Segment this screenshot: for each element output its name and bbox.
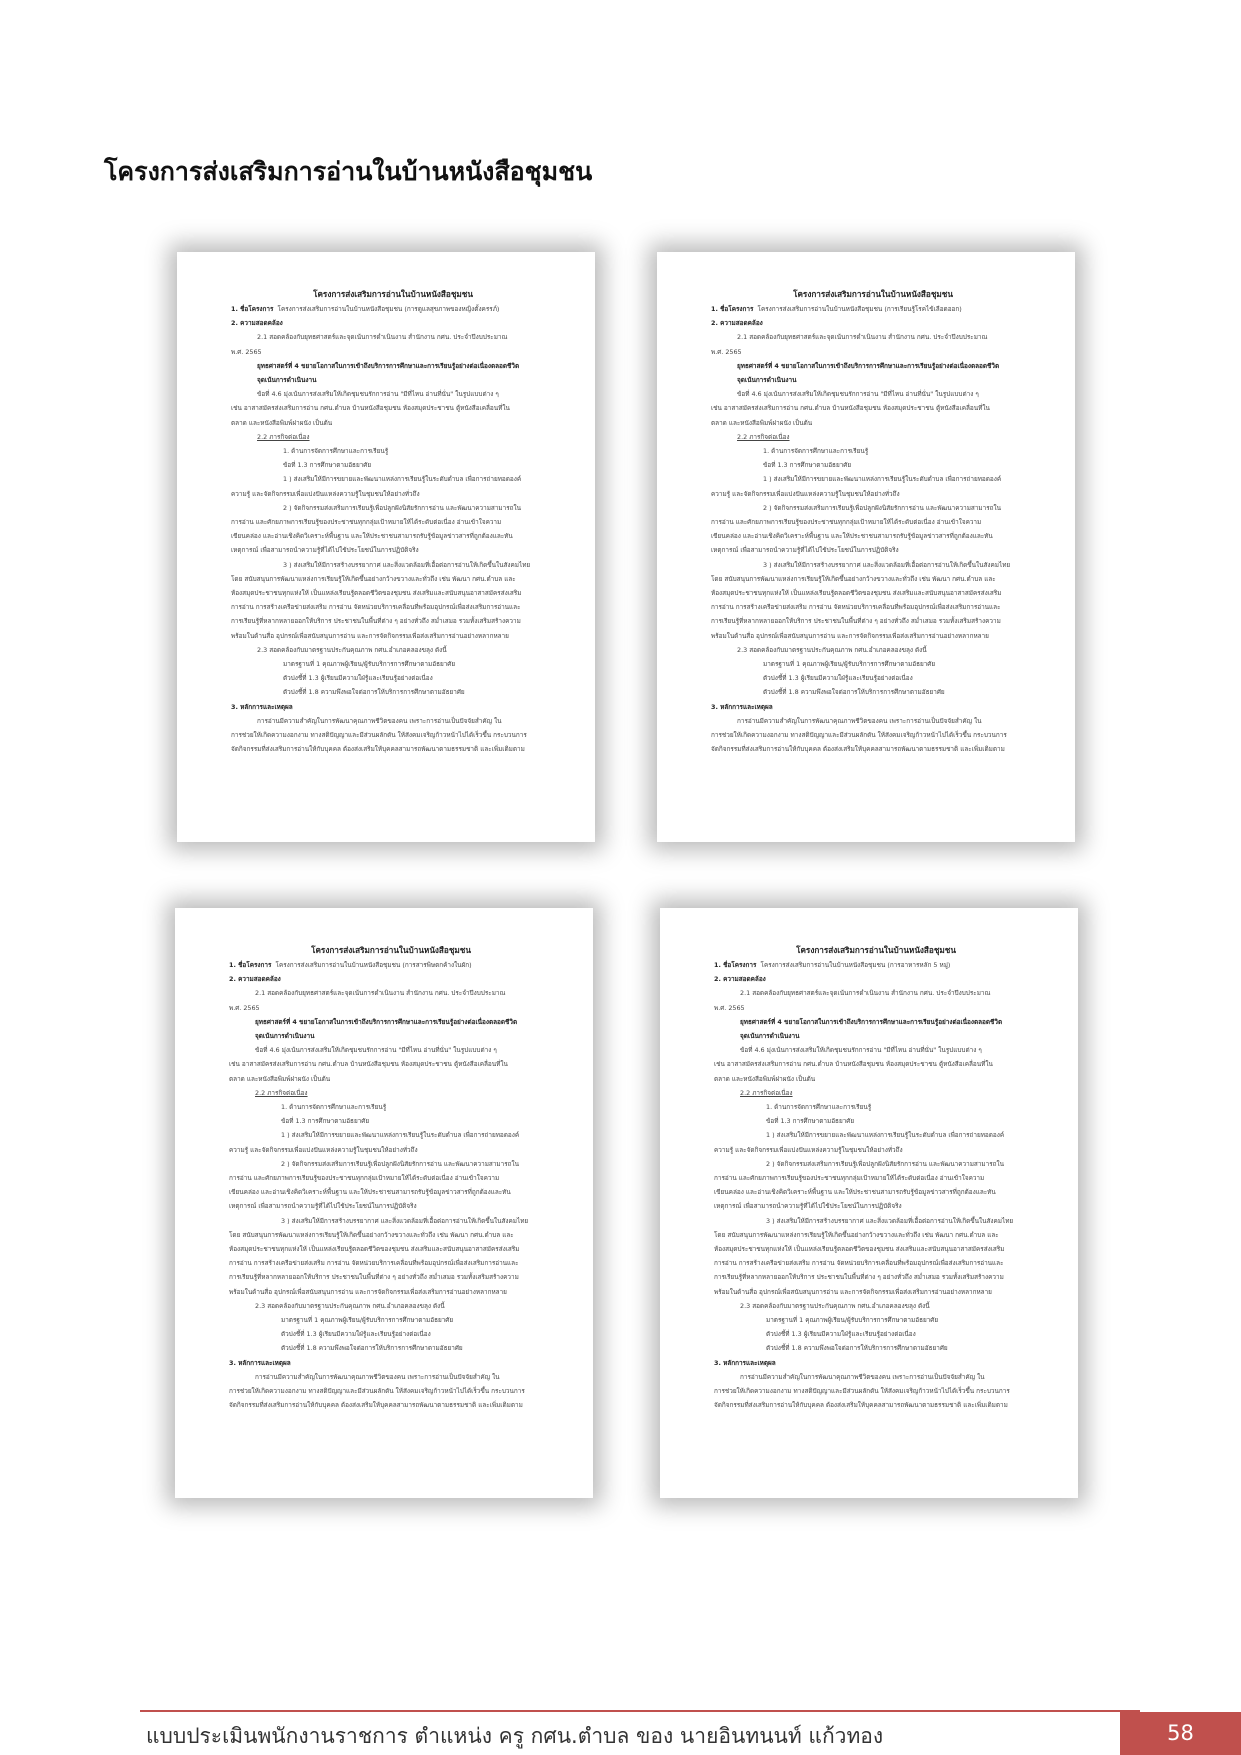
doc-text-line: ข้อที่ 4.6 มุ่งเน้นการส่งเสริมให้เกิดชุมชนรักการอ่าน "มีที่ไหน อ่านที่นั่น" ในรูปแบบต่าง ๆ	[740, 1046, 982, 1055]
doc-text-line: เช่น อาสาสมัครส่งเสริมการอ่าน กศน.ตำบล บ้านหนังสือชุมชน ห้องสมุดประชาชน ตู้หนังสือเคลื่อนที่ใน	[714, 1060, 993, 1069]
doc-text-line: ห้องสมุดประชาชนทุกแห่งให้ เป็นแหล่งเรียนรู้ตลอดชีวิตของชุมชน ส่งเสริมและสนับสนุนอาสาสมัครส่งเสริม	[229, 1245, 520, 1254]
doc-text-line: 2 ) จัดกิจกรรมส่งเสริมการเรียนรู้เพื่อปลูกฝังนิสัยรักการอ่าน และพัฒนาความสามารถใน	[283, 503, 522, 512]
doc-title: โครงการส่งเสริมการอ่านในบ้านหนังสือชุมชน	[793, 289, 953, 299]
doc-section-label: 1. ชื่อโครงการ	[231, 305, 274, 313]
doc-text-line: มาตรฐานที่ 1 คุณภาพผู้เรียน/ผู้รับบริการการศึกษาตามอัธยาศัย	[763, 660, 936, 669]
doc-text-line: 2.3 สอดคล้องกับมาตรฐานประกันคุณภาพ กศน.อำเภอคลองขลุง ดังนี้	[255, 1301, 445, 1310]
doc-text-line: ยุทธศาสตร์ที่ 4 ขยายโอกาสในการเข้าถึงบริการการศึกษาและการเรียนรู้อย่างต่อเนื่องตลอดชีวิต	[257, 361, 520, 370]
doc-text-line: ตัวบ่งชี้ที่ 1.8 ความพึงพอใจต่อการให้บริการการศึกษาตามอัธยาศัย	[281, 1344, 463, 1353]
doc-text-line: 1. ด้านการจัดการศึกษาและการเรียนรู้	[281, 1103, 387, 1112]
doc-text-line: โดย สนับสนุนการพัฒนาแหล่งการเรียนรู้ให้เกิดขึ้นอย่างกว้างขวางและทั่วถึง เช่น พัฒนา กศน.ตำบล และ	[229, 1230, 514, 1239]
doc-text-line: ตลาด และหนังสือพิมพ์ฝาผนัง เป็นต้น	[229, 1074, 331, 1083]
doc-text-line: 1 ) ส่งเสริมให้มีการขยายและพัฒนาแหล่งการเรียนรู้ในระดับตำบล เพื่อการถ่ายทอดองค์	[281, 1131, 520, 1140]
doc-text-line: ห้องสมุดประชาชนทุกแห่งให้ เป็นแหล่งเรียนรู้ตลอดชีวิตของชุมชน ส่งเสริมและสนับสนุนอาสาสมัครส่งเสริม	[714, 1245, 1005, 1254]
doc-text-line: 2 ) จัดกิจกรรมส่งเสริมการเรียนรู้เพื่อปลูกฝังนิสัยรักการอ่าน และพัฒนาความสามารถใน	[281, 1159, 520, 1168]
doc-title: โครงการส่งเสริมการอ่านในบ้านหนังสือชุมชน	[311, 945, 471, 955]
doc-text-line: 2.1 สอดคล้องกับยุทธศาสตร์และจุดเน้นการดำเนินงาน สำนักงาน กศน. ประจำปีงบประมาณ	[737, 333, 988, 342]
doc-text-line: 2.3 สอดคล้องกับมาตรฐานประกันคุณภาพ กศน.อำเภอคลองขลุง ดังนี้	[740, 1301, 930, 1310]
doc-text-line: 2. ความสอดคล้อง	[231, 319, 283, 328]
doc-text-line: 3 ) ส่งเสริมให้มีการสร้างบรรยากาศ และสิ่งแวดล้อมที่เอื้อต่อการอ่านให้เกิดขึ้นในสังคมไทย	[283, 560, 531, 569]
doc-text-line: 3. หลักการและเหตุผล	[229, 1358, 291, 1367]
doc-text-line: การเรียนรู้ที่หลากหลายออกให้บริการ ประชาชนในพื้นที่ต่าง ๆ อย่างทั่วถึง สม่ำเสมอ รวมทั้งเสริมสร้างความ	[229, 1273, 519, 1282]
footer-text: แบบประเมินพนักงานราชการ ตำแหน่ง ครู กศน.ตำบล ของ นายอินทนนท์ แก้วทอง	[146, 1724, 884, 1748]
doc-text-line: 1 ) ส่งเสริมให้มีการขยายและพัฒนาแหล่งการเรียนรู้ในระดับตำบล เพื่อการถ่ายทอดองค์	[283, 475, 522, 484]
doc-text-line: ความรู้ และจัดกิจกรรมเพื่อแบ่งปันแหล่งความรู้ในชุมชนให้อย่างทั่วถึง	[231, 489, 420, 498]
document-thumbnail	[175, 908, 593, 1498]
doc-text-line: 2.1 สอดคล้องกับยุทธศาสตร์และจุดเน้นการดำเนินงาน สำนักงาน กศน. ประจำปีงบประมาณ	[740, 989, 991, 998]
document-thumbnail	[660, 908, 1078, 1498]
doc-text-line: พ.ศ. 2565	[714, 1003, 745, 1012]
doc-text-line: การช่วยให้เกิดความงอกงาม ทางสติปัญญาและมีส่วนผลักดัน ให้สังคมเจริญก้าวหน้าไปได้เร็วขึ้น กระบวนการ	[711, 731, 1007, 740]
doc-text-line: ข้อที่ 4.6 มุ่งเน้นการส่งเสริมให้เกิดชุมชนรักการอ่าน "มีที่ไหน อ่านที่นั่น" ในรูปแบบต่าง ๆ	[255, 1046, 497, 1055]
doc-text-line: มาตรฐานที่ 1 คุณภาพผู้เรียน/ผู้รับบริการการศึกษาตามอัธยาศัย	[281, 1316, 454, 1325]
doc-text-line: 2.3 สอดคล้องกับมาตรฐานประกันคุณภาพ กศน.อำเภอคลองขลุง ดังนี้	[257, 645, 447, 654]
doc-text-line: เขียนคล่อง และอ่านเชิงคิดวิเคราะห์พื้นฐาน และให้ประชาชนสามารถรับรู้ข้อมูลข่าวสารที่ถูกต้องและทัน	[231, 532, 513, 541]
doc-project-line	[231, 302, 555, 316]
doc-text-line: การอ่านมีความสำคัญในการพัฒนาคุณภาพชีวิตของคน เพราะการอ่านเป็นปัจจัยสำคัญ ใน	[257, 716, 502, 725]
doc-text-line: พ.ศ. 2565	[231, 347, 262, 356]
doc-project-name: โครงการส่งเสริมการอ่านในบ้านหนังสือชุมชน (การดูแลสุขภาพของหญิงตั้งครรภ์)	[277, 305, 500, 313]
doc-text-line: การช่วยให้เกิดความงอกงาม ทางสติปัญญาและมีส่วนผลักดัน ให้สังคมเจริญก้าวหน้าไปได้เร็วขึ้น กระบวนการ	[714, 1387, 1010, 1396]
doc-project-name: โครงการส่งเสริมการอ่านในบ้านหนังสือชุมชน (การอาหารหลัก 5 หมู่)	[760, 961, 951, 969]
doc-text-line: การอ่านมีความสำคัญในการพัฒนาคุณภาพชีวิตของคน เพราะการอ่านเป็นปัจจัยสำคัญ ใน	[255, 1372, 500, 1381]
doc-text-line: พ.ศ. 2565	[711, 347, 742, 356]
doc-text-line: การอ่าน และศักยภาพการเรียนรู้ของประชาชนทุกกลุ่มเป้าหมายให้ได้ระดับต่อเนื่อง อ่านเข้าใจความ	[229, 1174, 500, 1183]
doc-text-line: 2 ) จัดกิจกรรมส่งเสริมการเรียนรู้เพื่อปลูกฝังนิสัยรักการอ่าน และพัฒนาความสามารถใน	[763, 503, 1002, 512]
doc-text-line: ยุทธศาสตร์ที่ 4 ขยายโอกาสในการเข้าถึงบริการการศึกษาและการเรียนรู้อย่างต่อเนื่องตลอดชีวิต	[737, 361, 1000, 370]
doc-section-label: 1. ชื่อโครงการ	[714, 961, 757, 969]
doc-text-line: เหตุการณ์ เพื่อสามารถนำความรู้ที่ได้ไปใช้ประโยชน์ในการปฏิบัติจริง	[229, 1202, 417, 1211]
doc-section-label: 1. ชื่อโครงการ	[229, 961, 272, 969]
document-thumbnail	[177, 252, 595, 842]
doc-text-line: จุดเน้นการดำเนินงาน	[740, 1032, 800, 1041]
document-thumbnail	[657, 252, 1075, 842]
doc-text-line: เหตุการณ์ เพื่อสามารถนำความรู้ที่ได้ไปใช้ประโยชน์ในการปฏิบัติจริง	[714, 1202, 902, 1211]
doc-text-line: ห้องสมุดประชาชนทุกแห่งให้ เป็นแหล่งเรียนรู้ตลอดชีวิตของชุมชน ส่งเสริมและสนับสนุนอาสาสมัครส่งเสริม	[711, 589, 1002, 598]
doc-text-line: ตัวบ่งชี้ที่ 1.8 ความพึงพอใจต่อการให้บริการการศึกษาตามอัธยาศัย	[283, 688, 465, 697]
doc-text-line: พร้อมในด้านสื่อ อุปกรณ์เพื่อสนับสนุนการอ่าน และการจัดกิจกรรมเพื่อส่งเสริมการอ่านอย่างหลากหลาย	[229, 1287, 507, 1296]
doc-text-line: พร้อมในด้านสื่อ อุปกรณ์เพื่อสนับสนุนการอ่าน และการจัดกิจกรรมเพื่อส่งเสริมการอ่านอย่างหลากหลาย	[711, 631, 989, 640]
doc-text-line: ข้อที่ 1.3 การศึกษาตามอัธยาศัย	[763, 461, 852, 470]
doc-text-line: ตัวบ่งชี้ที่ 1.3 ผู้เรียนมีความใฝ่รู้และเรียนรู้อย่างต่อเนื่อง	[766, 1330, 916, 1339]
doc-text-line: เหตุการณ์ เพื่อสามารถนำความรู้ที่ได้ไปใช้ประโยชน์ในการปฏิบัติจริง	[711, 546, 899, 555]
doc-text-line: 3. หลักการและเหตุผล	[711, 702, 773, 711]
doc-text-line: พร้อมในด้านสื่อ อุปกรณ์เพื่อสนับสนุนการอ่าน และการจัดกิจกรรมเพื่อส่งเสริมการอ่านอย่างหลากหลาย	[231, 631, 509, 640]
doc-text-line: จัดกิจกรรมที่ส่งเสริมการอ่านให้กับบุคคล ต้องส่งเสริมให้บุคคลสามารถพัฒนาตามธรรมชาติ และเพิ่มเติมตาม	[711, 745, 1005, 754]
doc-project-line	[711, 302, 1035, 316]
doc-text-line: การอ่านมีความสำคัญในการพัฒนาคุณภาพชีวิตของคน เพราะการอ่านเป็นปัจจัยสำคัญ ใน	[740, 1372, 985, 1381]
doc-text-line: พ.ศ. 2565	[229, 1003, 260, 1012]
doc-text-line: ความรู้ และจัดกิจกรรมเพื่อแบ่งปันแหล่งความรู้ในชุมชนให้อย่างทั่วถึง	[714, 1145, 903, 1154]
doc-text-line: เขียนคล่อง และอ่านเชิงคิดวิเคราะห์พื้นฐาน และให้ประชาชนสามารถรับรู้ข้อมูลข่าวสารที่ถูกต้องและทัน	[714, 1188, 996, 1197]
doc-text-line: การเรียนรู้ที่หลากหลายออกให้บริการ ประชาชนในพื้นที่ต่าง ๆ อย่างทั่วถึง สม่ำเสมอ รวมทั้งเสริมสร้างความ	[711, 617, 1001, 626]
doc-text-line: ตลาด และหนังสือพิมพ์ฝาผนัง เป็นต้น	[231, 418, 333, 427]
doc-text-line: มาตรฐานที่ 1 คุณภาพผู้เรียน/ผู้รับบริการการศึกษาตามอัธยาศัย	[766, 1316, 939, 1325]
doc-text-line: 3 ) ส่งเสริมให้มีการสร้างบรรยากาศ และสิ่งแวดล้อมที่เอื้อต่อการอ่านให้เกิดขึ้นในสังคมไทย	[766, 1216, 1014, 1225]
doc-text-line: เช่น อาสาสมัครส่งเสริมการอ่าน กศน.ตำบล บ้านหนังสือชุมชน ห้องสมุดประชาชน ตู้หนังสือเคลื่อนที่ใน	[229, 1060, 508, 1069]
doc-text-line: การอ่าน การสร้างเครือข่ายส่งเสริม การอ่าน จัดหน่วยบริการเคลื่อนที่พร้อมอุปกรณ์เพื่อส่งเสริมการอ่านและ	[229, 1259, 519, 1268]
doc-text-line: การอ่าน และศักยภาพการเรียนรู้ของประชาชนทุกกลุ่มเป้าหมายให้ได้ระดับต่อเนื่อง อ่านเข้าใจความ	[711, 518, 982, 527]
doc-text-line: ตลาด และหนังสือพิมพ์ฝาผนัง เป็นต้น	[711, 418, 813, 427]
doc-text-line: 3 ) ส่งเสริมให้มีการสร้างบรรยากาศ และสิ่งแวดล้อมที่เอื้อต่อการอ่านให้เกิดขึ้นในสังคมไทย	[763, 560, 1011, 569]
doc-text-line: 3. หลักการและเหตุผล	[714, 1358, 776, 1367]
doc-title: โครงการส่งเสริมการอ่านในบ้านหนังสือชุมชน	[796, 945, 956, 955]
doc-text-line: ตัวบ่งชี้ที่ 1.3 ผู้เรียนมีความใฝ่รู้และเรียนรู้อย่างต่อเนื่อง	[281, 1330, 431, 1339]
doc-text-line: จัดกิจกรรมที่ส่งเสริมการอ่านให้กับบุคคล ต้องส่งเสริมให้บุคคลสามารถพัฒนาตามธรรมชาติ และเพิ่มเติมตาม	[231, 745, 525, 754]
doc-text-line: ตัวบ่งชี้ที่ 1.3 ผู้เรียนมีความใฝ่รู้และเรียนรู้อย่างต่อเนื่อง	[283, 674, 433, 683]
doc-text-line: การอ่าน การสร้างเครือข่ายส่งเสริม การอ่าน จัดหน่วยบริการเคลื่อนที่พร้อมอุปกรณ์เพื่อส่งเสริมการอ่านและ	[711, 603, 1001, 612]
doc-text-line: 1 ) ส่งเสริมให้มีการขยายและพัฒนาแหล่งการเรียนรู้ในระดับตำบล เพื่อการถ่ายทอดองค์	[763, 475, 1002, 484]
doc-text-line: 1. ด้านการจัดการศึกษาและการเรียนรู้	[766, 1103, 872, 1112]
doc-text-line: 1 ) ส่งเสริมให้มีการขยายและพัฒนาแหล่งการเรียนรู้ในระดับตำบล เพื่อการถ่ายทอดองค์	[766, 1131, 1005, 1140]
doc-text-line: จุดเน้นการดำเนินงาน	[255, 1032, 315, 1041]
doc-text-line: การช่วยให้เกิดความงอกงาม ทางสติปัญญาและมีส่วนผลักดัน ให้สังคมเจริญก้าวหน้าไปได้เร็วขึ้น กระบวนการ	[229, 1387, 525, 1396]
doc-text-line: ความรู้ และจัดกิจกรรมเพื่อแบ่งปันแหล่งความรู้ในชุมชนให้อย่างทั่วถึง	[711, 489, 900, 498]
doc-text-line: เช่น อาสาสมัครส่งเสริมการอ่าน กศน.ตำบล บ้านหนังสือชุมชน ห้องสมุดประชาชน ตู้หนังสือเคลื่อนที่ใน	[711, 404, 990, 413]
doc-text-line: โดย สนับสนุนการพัฒนาแหล่งการเรียนรู้ให้เกิดขึ้นอย่างกว้างขวางและทั่วถึง เช่น พัฒนา กศน.ตำบล และ	[714, 1230, 999, 1239]
doc-text-line: จัดกิจกรรมที่ส่งเสริมการอ่านให้กับบุคคล ต้องส่งเสริมให้บุคคลสามารถพัฒนาตามธรรมชาติ และเพิ่มเติมตาม	[229, 1401, 523, 1410]
doc-text-line: การช่วยให้เกิดความงอกงาม ทางสติปัญญาและมีส่วนผลักดัน ให้สังคมเจริญก้าวหน้าไปได้เร็วขึ้น กระบวนการ	[231, 731, 527, 740]
doc-text-line: จุดเน้นการดำเนินงาน	[737, 376, 797, 385]
doc-text-line: ความรู้ และจัดกิจกรรมเพื่อแบ่งปันแหล่งความรู้ในชุมชนให้อย่างทั่วถึง	[229, 1145, 418, 1154]
doc-text-line: 1. ด้านการจัดการศึกษาและการเรียนรู้	[283, 447, 389, 456]
doc-text-line: พร้อมในด้านสื่อ อุปกรณ์เพื่อสนับสนุนการอ่าน และการจัดกิจกรรมเพื่อส่งเสริมการอ่านอย่างหลากหลาย	[714, 1287, 992, 1296]
doc-text-line: ข้อที่ 1.3 การศึกษาตามอัธยาศัย	[766, 1117, 855, 1126]
footer-divider	[140, 1710, 1140, 1712]
page-title: โครงการส่งเสริมการอ่านในบ้านหนังสือชุมชน	[104, 157, 593, 186]
doc-text-line: การอ่าน การสร้างเครือข่ายส่งเสริม การอ่าน จัดหน่วยบริการเคลื่อนที่พร้อมอุปกรณ์เพื่อส่งเสริมการอ่านและ	[231, 603, 521, 612]
doc-text-line: การอ่าน และศักยภาพการเรียนรู้ของประชาชนทุกกลุ่มเป้าหมายให้ได้ระดับต่อเนื่อง อ่านเข้าใจความ	[231, 518, 502, 527]
doc-text-line: การเรียนรู้ที่หลากหลายออกให้บริการ ประชาชนในพื้นที่ต่าง ๆ อย่างทั่วถึง สม่ำเสมอ รวมทั้งเสริมสร้างความ	[714, 1273, 1004, 1282]
doc-text-line: การเรียนรู้ที่หลากหลายออกให้บริการ ประชาชนในพื้นที่ต่าง ๆ อย่างทั่วถึง สม่ำเสมอ รวมทั้งเสริมสร้างความ	[231, 617, 521, 626]
doc-section-label: 1. ชื่อโครงการ	[711, 305, 754, 313]
doc-text-line: เช่น อาสาสมัครส่งเสริมการอ่าน กศน.ตำบล บ้านหนังสือชุมชน ห้องสมุดประชาชน ตู้หนังสือเคลื่อนที่ใน	[231, 404, 510, 413]
doc-text-line: ตัวบ่งชี้ที่ 1.8 ความพึงพอใจต่อการให้บริการการศึกษาตามอัธยาศัย	[766, 1344, 948, 1353]
doc-text-line: 2.1 สอดคล้องกับยุทธศาสตร์และจุดเน้นการดำเนินงาน สำนักงาน กศน. ประจำปีงบประมาณ	[255, 989, 506, 998]
doc-text-line: 2.2 ภารกิจต่อเนื่อง	[740, 1088, 793, 1097]
doc-project-line	[714, 958, 1038, 972]
doc-text-line: ตัวบ่งชี้ที่ 1.3 ผู้เรียนมีความใฝ่รู้และเรียนรู้อย่างต่อเนื่อง	[763, 674, 913, 683]
doc-text-line: 2.2 ภารกิจต่อเนื่อง	[255, 1088, 308, 1097]
doc-text-line: 2 ) จัดกิจกรรมส่งเสริมการเรียนรู้เพื่อปลูกฝังนิสัยรักการอ่าน และพัฒนาความสามารถใน	[766, 1159, 1005, 1168]
doc-text-line: โดย สนับสนุนการพัฒนาแหล่งการเรียนรู้ให้เกิดขึ้นอย่างกว้างขวางและทั่วถึง เช่น พัฒนา กศน.ตำบล และ	[231, 574, 516, 583]
doc-text-line: มาตรฐานที่ 1 คุณภาพผู้เรียน/ผู้รับบริการการศึกษาตามอัธยาศัย	[283, 660, 456, 669]
doc-text-line: ยุทธศาสตร์ที่ 4 ขยายโอกาสในการเข้าถึงบริการการศึกษาและการเรียนรู้อย่างต่อเนื่องตลอดชีวิต	[740, 1017, 1003, 1026]
doc-text-line: ข้อที่ 1.3 การศึกษาตามอัธยาศัย	[283, 461, 372, 470]
page-number: 58	[1120, 1712, 1241, 1755]
doc-text-line: การอ่าน การสร้างเครือข่ายส่งเสริม การอ่าน จัดหน่วยบริการเคลื่อนที่พร้อมอุปกรณ์เพื่อส่งเสริมการอ่านและ	[714, 1259, 1004, 1268]
doc-project-name: โครงการส่งเสริมการอ่านในบ้านหนังสือชุมชน (การเรียนรู้โรคไข้เลือดออก)	[757, 305, 962, 313]
doc-text-line: ยุทธศาสตร์ที่ 4 ขยายโอกาสในการเข้าถึงบริการการศึกษาและการเรียนรู้อย่างต่อเนื่องตลอดชีวิต	[255, 1017, 518, 1026]
doc-text-line: 2.3 สอดคล้องกับมาตรฐานประกันคุณภาพ กศน.อำเภอคลองขลุง ดังนี้	[737, 645, 927, 654]
doc-text-line: 1. ด้านการจัดการศึกษาและการเรียนรู้	[763, 447, 869, 456]
doc-text-line: ตลาด และหนังสือพิมพ์ฝาผนัง เป็นต้น	[714, 1074, 816, 1083]
doc-text-line: เขียนคล่อง และอ่านเชิงคิดวิเคราะห์พื้นฐาน และให้ประชาชนสามารถรับรู้ข้อมูลข่าวสารที่ถูกต้องและทัน	[229, 1188, 511, 1197]
doc-project-name: โครงการส่งเสริมการอ่านในบ้านหนังสือชุมชน (การสารพิษตกค้างในผัก)	[275, 961, 472, 969]
doc-text-line: ห้องสมุดประชาชนทุกแห่งให้ เป็นแหล่งเรียนรู้ตลอดชีวิตของชุมชน ส่งเสริมและสนับสนุนอาสาสมัครส่งเสริม	[231, 589, 522, 598]
doc-text-line: โดย สนับสนุนการพัฒนาแหล่งการเรียนรู้ให้เกิดขึ้นอย่างกว้างขวางและทั่วถึง เช่น พัฒนา กศน.ตำบล และ	[711, 574, 996, 583]
doc-text-line: เขียนคล่อง และอ่านเชิงคิดวิเคราะห์พื้นฐาน และให้ประชาชนสามารถรับรู้ข้อมูลข่าวสารที่ถูกต้องและทัน	[711, 532, 993, 541]
doc-text-line: 2.2 ภารกิจต่อเนื่อง	[257, 432, 310, 441]
doc-text-line: การอ่านมีความสำคัญในการพัฒนาคุณภาพชีวิตของคน เพราะการอ่านเป็นปัจจัยสำคัญ ใน	[737, 716, 982, 725]
doc-text-line: จัดกิจกรรมที่ส่งเสริมการอ่านให้กับบุคคล ต้องส่งเสริมให้บุคคลสามารถพัฒนาตามธรรมชาติ และเพิ่มเติมตาม	[714, 1401, 1008, 1410]
doc-text-line: จุดเน้นการดำเนินงาน	[257, 376, 317, 385]
doc-text-line: 2.2 ภารกิจต่อเนื่อง	[737, 432, 790, 441]
doc-text-line: ข้อที่ 1.3 การศึกษาตามอัธยาศัย	[281, 1117, 370, 1126]
doc-text-line: 3. หลักการและเหตุผล	[231, 702, 293, 711]
doc-text-line: 2. ความสอดคล้อง	[229, 975, 281, 984]
doc-text-line: เหตุการณ์ เพื่อสามารถนำความรู้ที่ได้ไปใช้ประโยชน์ในการปฏิบัติจริง	[231, 546, 419, 555]
doc-text-line: การอ่าน และศักยภาพการเรียนรู้ของประชาชนทุกกลุ่มเป้าหมายให้ได้ระดับต่อเนื่อง อ่านเข้าใจความ	[714, 1174, 985, 1183]
doc-text-line: 3 ) ส่งเสริมให้มีการสร้างบรรยากาศ และสิ่งแวดล้อมที่เอื้อต่อการอ่านให้เกิดขึ้นในสังคมไทย	[281, 1216, 529, 1225]
doc-project-line	[229, 958, 553, 972]
doc-text-line: ตัวบ่งชี้ที่ 1.8 ความพึงพอใจต่อการให้บริการการศึกษาตามอัธยาศัย	[763, 688, 945, 697]
doc-text-line: 2. ความสอดคล้อง	[711, 319, 763, 328]
doc-text-line: 2.1 สอดคล้องกับยุทธศาสตร์และจุดเน้นการดำเนินงาน สำนักงาน กศน. ประจำปีงบประมาณ	[257, 333, 508, 342]
doc-title: โครงการส่งเสริมการอ่านในบ้านหนังสือชุมชน	[313, 289, 473, 299]
doc-text-line: 2. ความสอดคล้อง	[714, 975, 766, 984]
doc-text-line: ข้อที่ 4.6 มุ่งเน้นการส่งเสริมให้เกิดชุมชนรักการอ่าน "มีที่ไหน อ่านที่นั่น" ในรูปแบบต่าง ๆ	[257, 390, 499, 399]
doc-text-line: ข้อที่ 4.6 มุ่งเน้นการส่งเสริมให้เกิดชุมชนรักการอ่าน "มีที่ไหน อ่านที่นั่น" ในรูปแบบต่าง ๆ	[737, 390, 979, 399]
